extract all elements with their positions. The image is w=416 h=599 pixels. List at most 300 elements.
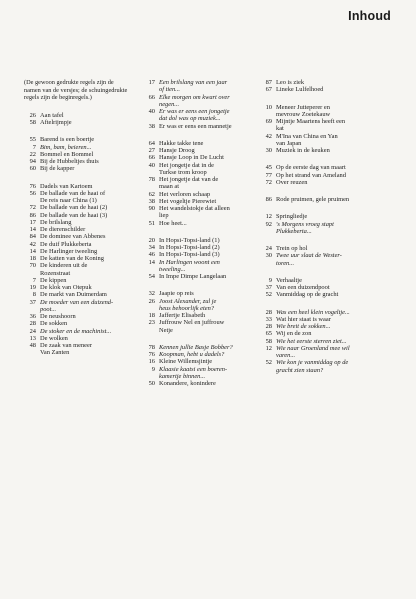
- page-number: 13: [29, 334, 36, 342]
- toc-entry: [260, 352, 380, 359]
- toc-entry: [260, 111, 380, 118]
- page-number: 18: [29, 255, 36, 263]
- toc-entry: [143, 191, 254, 198]
- toc-title: Over reuzen: [276, 178, 308, 186]
- toc-entry: [143, 380, 254, 387]
- page-number: 72: [265, 178, 272, 186]
- toc-group: [143, 237, 254, 281]
- toc-first-line: Twee uur slaat de Wester-: [276, 252, 342, 260]
- toc-title: Bij de kapper: [40, 165, 75, 173]
- toc-title: De neushoorn: [40, 313, 76, 321]
- toc-title: Verhaaltje: [276, 276, 302, 284]
- toc-entry: [24, 320, 130, 327]
- toc-first-line: In Harlingen woont een: [159, 258, 220, 266]
- toc-entry: [143, 351, 254, 358]
- toc-entry: [260, 196, 380, 203]
- toc-entry: [260, 359, 380, 366]
- page-number: 18: [148, 312, 155, 319]
- page-number: 92: [265, 220, 272, 228]
- page-number: 69: [265, 118, 272, 125]
- page-number: 66: [148, 154, 155, 162]
- page-number: 64: [148, 139, 155, 147]
- page-number: 9: [268, 276, 272, 284]
- toc-entry: [24, 151, 130, 158]
- toc-title: Springliedje: [276, 213, 308, 221]
- toc-title: Het jongetje dat in de: [159, 161, 215, 169]
- page-number: [260, 228, 272, 235]
- toc-entry: [24, 204, 130, 211]
- page-number: [260, 111, 272, 118]
- page-number: 86: [29, 211, 36, 219]
- toc-title: Er was er eens een mannetje: [159, 122, 232, 130]
- toc-entry: [143, 344, 254, 351]
- page-number: [143, 212, 155, 219]
- toc-entry: [143, 237, 254, 244]
- toc-entry: [260, 330, 380, 337]
- toc-entry: [260, 252, 380, 259]
- page-number: 20: [148, 236, 155, 244]
- page-number: 19: [29, 284, 36, 292]
- page-number: [143, 327, 155, 334]
- page-number: 48: [29, 342, 36, 350]
- page-title: Inhoud: [348, 9, 391, 23]
- toc-first-line: Plukkeberta...: [276, 227, 312, 235]
- toc-title: De kinderen uit de: [40, 262, 88, 270]
- toc-title: De sokken: [40, 320, 68, 328]
- page-number: [143, 183, 155, 190]
- page-number: 70: [29, 262, 36, 270]
- toc-entry: [143, 79, 254, 86]
- toc-first-line: Elke morgen om kwart over: [159, 93, 230, 101]
- toc-entry: [143, 212, 254, 219]
- toc-entry: [24, 328, 130, 335]
- toc-title: Op het strand van Ameland: [276, 171, 346, 179]
- toc-entry: [260, 172, 380, 179]
- page-number: 10: [265, 103, 272, 111]
- page-number: 42: [265, 132, 272, 140]
- toc-title: Meneer Jutteperer en: [276, 103, 330, 111]
- page-number: 51: [148, 219, 155, 227]
- toc-entry: [143, 312, 254, 319]
- toc-entry: [143, 94, 254, 101]
- toc-title: maan at: [159, 183, 180, 191]
- toc-title: Turkse trom kroop: [159, 168, 207, 176]
- toc-entry: [143, 147, 254, 154]
- toc-entry: [24, 219, 130, 226]
- toc-column-2: [143, 79, 254, 387]
- toc-entry: [24, 349, 130, 356]
- toc-title: Bommel en Bommel: [40, 150, 94, 158]
- toc-title: Leo is ziek: [276, 79, 305, 86]
- page-number: 60: [29, 165, 36, 173]
- toc-group: [260, 309, 380, 374]
- toc-group: [260, 196, 380, 203]
- toc-entry: [143, 123, 254, 130]
- toc-first-line: poot...: [40, 305, 57, 313]
- page-number: 7: [32, 143, 36, 151]
- toc-title: Van een duizendpoot: [276, 284, 330, 291]
- toc-entry: [143, 366, 254, 373]
- toc-entry: [24, 136, 130, 143]
- toc-entry: [260, 104, 380, 111]
- toc-title: De brilslang: [40, 218, 72, 226]
- toc-entry: [143, 169, 254, 176]
- toc-entry: [24, 277, 130, 284]
- toc-entry: [24, 119, 130, 126]
- toc-entry: [260, 345, 380, 352]
- page-number: 27: [148, 147, 155, 154]
- toc-title: De dominee van Abbenes: [40, 233, 106, 241]
- page-number: [24, 197, 36, 204]
- page-number: 54: [148, 273, 155, 280]
- toc-entry: [24, 226, 130, 233]
- toc-first-line: tweeling...: [159, 265, 186, 273]
- toc-entry: [24, 255, 130, 262]
- page-number: 87: [265, 79, 272, 86]
- toc-entry: [260, 213, 380, 220]
- toc-title: liep: [159, 212, 169, 220]
- page-number: 77: [265, 171, 272, 179]
- toc-entry: [143, 220, 254, 227]
- page-number: 30: [265, 252, 272, 260]
- toc-title: Barend is een boertje: [40, 136, 95, 144]
- toc-title: Wij en de zon: [276, 330, 312, 338]
- toc-entry: [143, 327, 254, 334]
- toc-title: In Impe Dimpe Langelaan: [159, 273, 227, 280]
- toc-entry: [260, 316, 380, 323]
- toc-title: De kippen: [40, 276, 67, 284]
- toc-title: In Hopsi-Topsi-land (1): [159, 236, 220, 244]
- page-number: 66: [148, 93, 155, 101]
- page-number: [143, 373, 155, 380]
- toc-first-line: Koopman, hebt u dadels?: [159, 351, 225, 358]
- toc-title: Bij de Hubbeltjes thuis: [40, 158, 99, 166]
- toc-entry: [24, 270, 130, 277]
- toc-first-line: negen...: [159, 100, 180, 108]
- toc-entry: [143, 101, 254, 108]
- toc-entry: [24, 190, 130, 197]
- toc-first-line: Wie kon je vanmiddag op de: [276, 359, 349, 367]
- toc-first-line: of tien...: [159, 86, 180, 94]
- page-number: 22: [29, 150, 36, 158]
- toc-entry: [143, 183, 254, 190]
- toc-entry: [24, 313, 130, 320]
- intro-note: (De gewoon gedrukte regels zijn de namen van de versjes; de schuingedrukte regels zijn de beginregels.): [24, 79, 128, 102]
- toc-first-line: Klaasie kaatsi een boeren-: [159, 365, 228, 373]
- page-number: 58: [265, 337, 272, 345]
- toc-title: Het verloren schaap: [159, 190, 211, 198]
- toc-entry: [260, 338, 380, 345]
- toc-title: Het vogeltje Pierewiet: [159, 197, 217, 205]
- toc-first-line: De moeder van een duizend-: [40, 298, 114, 306]
- toc-title: De Harlinger tweeling: [40, 247, 98, 255]
- toc-first-line: Bim, bam, beieren...: [40, 143, 92, 151]
- page-number: 37: [29, 298, 36, 306]
- toc-title: Rozenstraat: [40, 269, 71, 277]
- page-number: 36: [29, 313, 36, 321]
- toc-group: [260, 104, 380, 155]
- toc-group: [143, 79, 254, 130]
- toc-title: Hansje Droog: [159, 147, 195, 154]
- toc-entry: [24, 144, 130, 151]
- page-number: 62: [148, 190, 155, 198]
- toc-first-line: Er was er eens een jongetje: [159, 108, 230, 115]
- page-number: 42: [29, 240, 36, 248]
- toc-entry: [260, 133, 380, 140]
- toc-title: In Hopsi-Topsi-land (2): [159, 244, 220, 251]
- toc-entry: [143, 205, 254, 212]
- toc-title: De markt van Duimerdam: [40, 291, 107, 299]
- toc-group: [260, 164, 380, 186]
- toc-entry: [143, 162, 254, 169]
- page-number: 40: [148, 108, 155, 115]
- page-number: 9: [151, 365, 155, 373]
- page-number: 33: [265, 315, 272, 323]
- toc-title: Aan tafel: [40, 111, 64, 119]
- page-number: 78: [148, 343, 155, 351]
- toc-title: De wolken: [40, 334, 68, 342]
- page-number: 40: [148, 161, 155, 169]
- toc-title: Het jongetje dat van de: [159, 176, 219, 183]
- toc-entry: [24, 212, 130, 219]
- toc-entry: [143, 251, 254, 258]
- page-number: [260, 260, 272, 267]
- toc-group: [260, 245, 380, 267]
- toc-title: De duif Plukkeberta: [40, 240, 92, 248]
- toc-group: [143, 140, 254, 227]
- toc-entry: [260, 118, 380, 125]
- toc-group: [143, 290, 254, 334]
- toc-title: De zaak van meneer: [40, 342, 92, 350]
- toc-title: De ballade van de haai of: [40, 189, 106, 197]
- page-number: 24: [29, 327, 36, 335]
- toc-first-line: De stoker en de machinist...: [40, 327, 112, 335]
- page-number: 28: [29, 320, 36, 328]
- toc-entry: [143, 86, 254, 93]
- toc-title: mevrouw Zoetekauw: [276, 110, 331, 118]
- page-number: 14: [29, 247, 36, 255]
- toc-entry: [24, 342, 130, 349]
- toc-title: Op de eerste dag van maart: [276, 164, 346, 172]
- toc-first-line: heus behoorlijk eten?: [159, 304, 215, 312]
- toc-entry: [24, 197, 130, 204]
- toc-entry: [143, 115, 254, 122]
- toc-title: Muziek in de keuken: [276, 147, 330, 154]
- page-number: 84: [29, 233, 36, 241]
- toc-entry: [143, 319, 254, 326]
- toc-entry: [24, 306, 130, 313]
- page-number: [24, 349, 36, 356]
- toc-entry: [143, 259, 254, 266]
- toc-title: Vanmiddag op de gracht: [276, 291, 339, 299]
- page-number: 65: [265, 330, 272, 338]
- toc-title: Trein op hol: [276, 245, 308, 252]
- page-number: 26: [148, 297, 155, 305]
- page-number: 52: [265, 359, 272, 367]
- page-number: 52: [265, 291, 272, 299]
- toc-entry: [143, 198, 254, 205]
- toc-entry: [143, 176, 254, 183]
- toc-entry: [143, 266, 254, 273]
- page-number: 45: [265, 164, 272, 172]
- toc-first-line: Was een heel klein vogeltje...: [276, 308, 350, 316]
- toc-group: [260, 277, 380, 299]
- toc-first-line: Wie breit de sokken...: [276, 323, 331, 330]
- toc-title: Jaffertje Elisabeth: [159, 312, 206, 319]
- toc-entry: [260, 164, 380, 171]
- page-number: [143, 305, 155, 312]
- page-number: 30: [265, 147, 272, 154]
- toc-entry: [260, 79, 380, 86]
- page-number: 14: [29, 226, 36, 234]
- page-number: 38: [148, 197, 155, 205]
- page-number: 32: [148, 290, 155, 298]
- page-number: 8: [32, 291, 36, 299]
- toc-entry: [260, 245, 380, 252]
- toc-title: De reis naar China (1): [40, 197, 97, 205]
- toc-entry: [260, 323, 380, 330]
- toc-column-1: [24, 79, 130, 357]
- toc-first-line: 's Morgens vroeg stapt: [276, 220, 334, 228]
- toc-entry: [260, 86, 380, 93]
- toc-entry: [260, 291, 380, 298]
- toc-group: [24, 183, 130, 357]
- toc-entry: [24, 284, 130, 291]
- page-number: 28: [265, 308, 272, 316]
- toc-entry: [260, 140, 380, 147]
- page-number: 67: [265, 86, 272, 94]
- toc-entry: [260, 147, 380, 154]
- page-number: 28: [265, 323, 272, 330]
- page-number: [260, 367, 272, 374]
- toc-title: Jaapie op reis: [159, 290, 194, 298]
- toc-entry: [260, 221, 380, 228]
- toc-entry: [143, 290, 254, 297]
- page-number: 94: [29, 158, 36, 166]
- toc-first-line: Wie het eerste sterren ziet...: [276, 337, 347, 345]
- toc-entry: [24, 241, 130, 248]
- toc-title: De klok van Otepuk: [40, 284, 92, 292]
- toc-title: Mijntje Maartens heeft een: [276, 118, 346, 125]
- toc-entry: [24, 233, 130, 240]
- toc-title: Lineke Lulfelhoed: [276, 86, 324, 94]
- page-number: 90: [148, 205, 155, 212]
- toc-entry: [260, 228, 380, 235]
- toc-group: [260, 79, 380, 94]
- toc-entry: [143, 140, 254, 147]
- page-number: [260, 140, 272, 147]
- toc-title: De ballade van de haai (2): [40, 204, 108, 212]
- toc-entry: [143, 358, 254, 365]
- toc-title: Hakke takke tene: [159, 139, 204, 147]
- toc-entry: [260, 125, 380, 132]
- toc-title: Hoe heet...: [159, 219, 187, 227]
- page-number: 38: [148, 122, 155, 130]
- toc-title: Wat hier staat is waar: [276, 315, 331, 323]
- page-number: 17: [29, 218, 36, 226]
- page-number: 76: [148, 351, 155, 358]
- page-number: [143, 115, 155, 122]
- page-number: 16: [148, 358, 155, 366]
- toc-first-line: varen...: [276, 352, 296, 359]
- page-number: 72: [29, 204, 36, 212]
- page-number: 86: [265, 196, 272, 203]
- toc-title: M'Ina van China en Yan: [276, 132, 338, 140]
- toc-entry: [24, 158, 130, 165]
- page-number: 50: [148, 380, 155, 387]
- toc-first-line: kamertje binnen...: [159, 372, 206, 380]
- toc-first-line: toren...: [276, 259, 295, 267]
- page-number: 24: [265, 245, 272, 252]
- toc-title: Juffrouw Nel en juffrouw: [159, 319, 225, 327]
- toc-title: Van Zanten: [40, 349, 70, 357]
- toc-group: [143, 344, 254, 388]
- page-number: [143, 101, 155, 108]
- page-number: [260, 125, 272, 132]
- page-number: 14: [148, 258, 155, 266]
- toc-title: Kleine Willemsjintje: [159, 358, 213, 366]
- page-number: 26: [29, 111, 36, 119]
- toc-title: In Hopsi-Topsi-land (3): [159, 251, 220, 259]
- toc-first-line: Kennen jullie Basje Bobber?: [159, 343, 233, 351]
- toc-entry: [260, 367, 380, 374]
- toc-entry: [24, 248, 130, 255]
- toc-title: kat: [276, 125, 284, 133]
- toc-entry: [260, 277, 380, 284]
- toc-first-line: dat dol was op muziek...: [159, 115, 221, 123]
- toc-entry: [24, 112, 130, 119]
- toc-entry: [143, 108, 254, 115]
- page-number: [143, 266, 155, 273]
- page-number: [260, 352, 272, 359]
- toc-entry: [260, 179, 380, 186]
- toc-title: Het wandelstokje dat alleen: [159, 205, 230, 212]
- page-number: 46: [148, 251, 155, 259]
- toc-title: De katten van de Koning: [40, 255, 104, 263]
- toc-title: Aftelrijmpje: [40, 119, 72, 127]
- page-number: 55: [29, 136, 36, 144]
- toc-group: [24, 112, 130, 127]
- toc-title: Konandere, konindere: [159, 380, 216, 387]
- toc-entry: [260, 309, 380, 316]
- page-number: 34: [148, 244, 155, 251]
- page-number: [143, 169, 155, 176]
- page-number: 37: [265, 284, 272, 291]
- toc-title: Netje: [159, 326, 173, 334]
- page-number: 78: [148, 176, 155, 183]
- toc-entry: [143, 373, 254, 380]
- page-number: 12: [265, 344, 272, 352]
- page-number: 58: [29, 119, 36, 127]
- toc-entry: [143, 298, 254, 305]
- toc-title: Dadels van Kartoem: [40, 182, 93, 190]
- toc-title: van Japan: [276, 139, 302, 147]
- page-number: 17: [148, 79, 155, 86]
- toc-column-3: [260, 79, 380, 374]
- toc-title: De dierenschilder: [40, 226, 86, 234]
- page-number: [24, 270, 36, 277]
- toc-first-line: Joost Alexander, zul je: [159, 297, 217, 305]
- toc-entry: [260, 260, 380, 267]
- page-number: 76: [29, 182, 36, 190]
- toc-entry: [143, 273, 254, 280]
- toc-first-line: Een brilslang van een jaar: [159, 79, 228, 86]
- toc-entry: [24, 299, 130, 306]
- toc-entry: [24, 165, 130, 172]
- toc-title: Rode pruimen, gele pruimen: [276, 196, 350, 203]
- toc-title: Hansje Loop in De Lucht: [159, 154, 224, 162]
- toc-group: [260, 213, 380, 235]
